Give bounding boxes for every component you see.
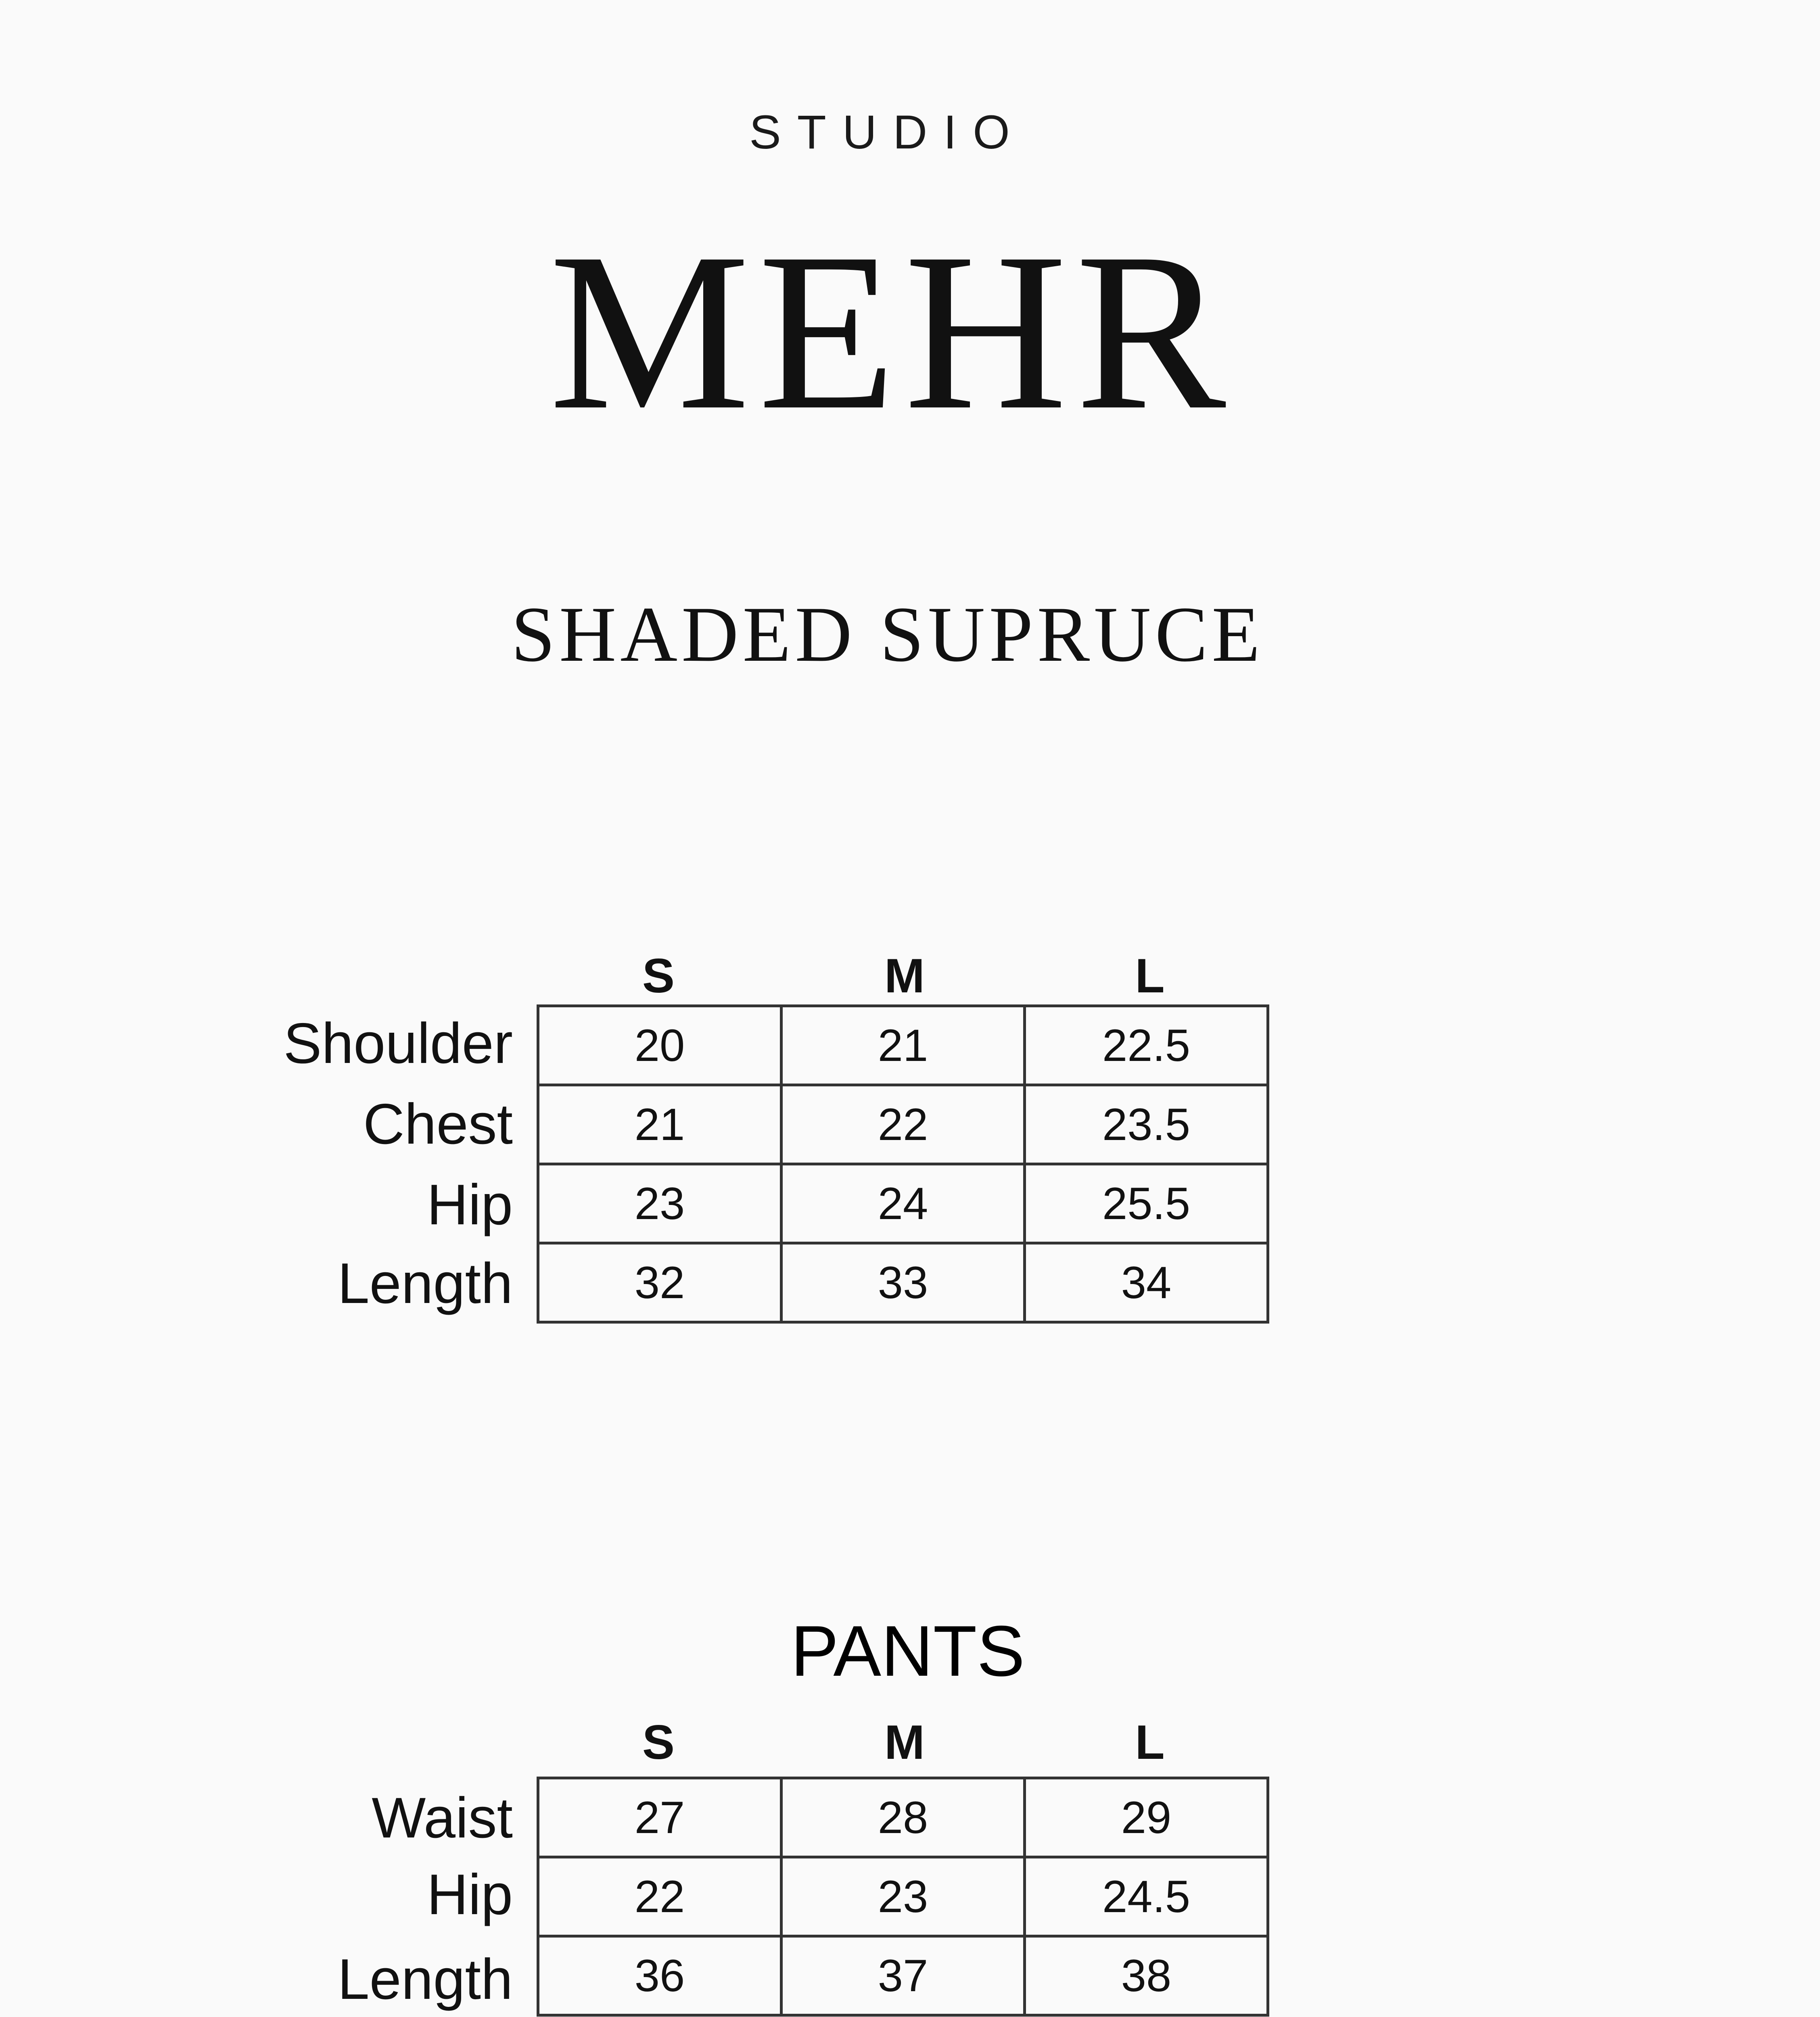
table-row	[538, 1778, 1268, 1857]
table-cell: 34	[1025, 1243, 1268, 1322]
pants-size-header-l: L	[1135, 1715, 1165, 1769]
table-row	[538, 1857, 1268, 1936]
table-cell: 25.5	[1025, 1164, 1268, 1243]
pants-size-header-s: S	[642, 1715, 675, 1769]
table-cell: 23.5	[1025, 1085, 1268, 1164]
top-size-table	[537, 1004, 1269, 1324]
table-cell: 32	[538, 1243, 781, 1322]
table-row	[538, 1936, 1268, 2015]
table-cell: 33	[781, 1243, 1025, 1322]
table-cell: 21	[538, 1085, 781, 1164]
table-cell: 24	[781, 1164, 1025, 1243]
pants-section-title: PANTS	[790, 1611, 1025, 1691]
brand-logo-text: MEHR	[549, 218, 1234, 428]
table-cell: 36	[538, 1936, 781, 2015]
brand-studio-text: STUDIO	[749, 106, 1026, 159]
table-cell: 22	[781, 1085, 1025, 1164]
table-cell: 28	[781, 1778, 1025, 1857]
pants-row-label-length: Length	[337, 1947, 513, 2011]
table-row	[538, 1243, 1268, 1322]
pants-size-table	[537, 1777, 1269, 2017]
table-cell: 29	[1025, 1778, 1268, 1857]
table-cell: 23	[781, 1857, 1025, 1936]
size-header-m: M	[884, 949, 925, 1003]
size-header-s: S	[642, 949, 675, 1003]
row-label-hip: Hip	[426, 1173, 513, 1237]
table-row	[538, 1085, 1268, 1164]
pants-row-label-waist: Waist	[372, 1786, 513, 1850]
table-cell: 21	[781, 1006, 1025, 1085]
pants-size-header-m: M	[884, 1715, 925, 1769]
row-label-chest: Chest	[363, 1092, 513, 1156]
row-label-length: Length	[337, 1251, 513, 1315]
table-cell: 37	[781, 1936, 1025, 2015]
table-cell: 23	[538, 1164, 781, 1243]
size-header-l: L	[1135, 949, 1165, 1003]
table-row	[538, 1164, 1268, 1243]
pants-row-label-hip: Hip	[426, 1862, 513, 1927]
brand-logo	[541, 218, 1243, 428]
table-cell: 22	[538, 1857, 781, 1936]
table-cell: 24.5	[1025, 1857, 1268, 1936]
table-cell: 27	[538, 1778, 781, 1857]
table-cell: 38	[1025, 1936, 1268, 2015]
table-cell: 20	[538, 1006, 781, 1085]
row-label-shoulder: Shoulder	[283, 1011, 513, 1075]
table-row	[538, 1006, 1268, 1085]
product-title: SHADED SUPRUCE	[511, 591, 1264, 678]
table-cell: 22.5	[1025, 1006, 1268, 1085]
